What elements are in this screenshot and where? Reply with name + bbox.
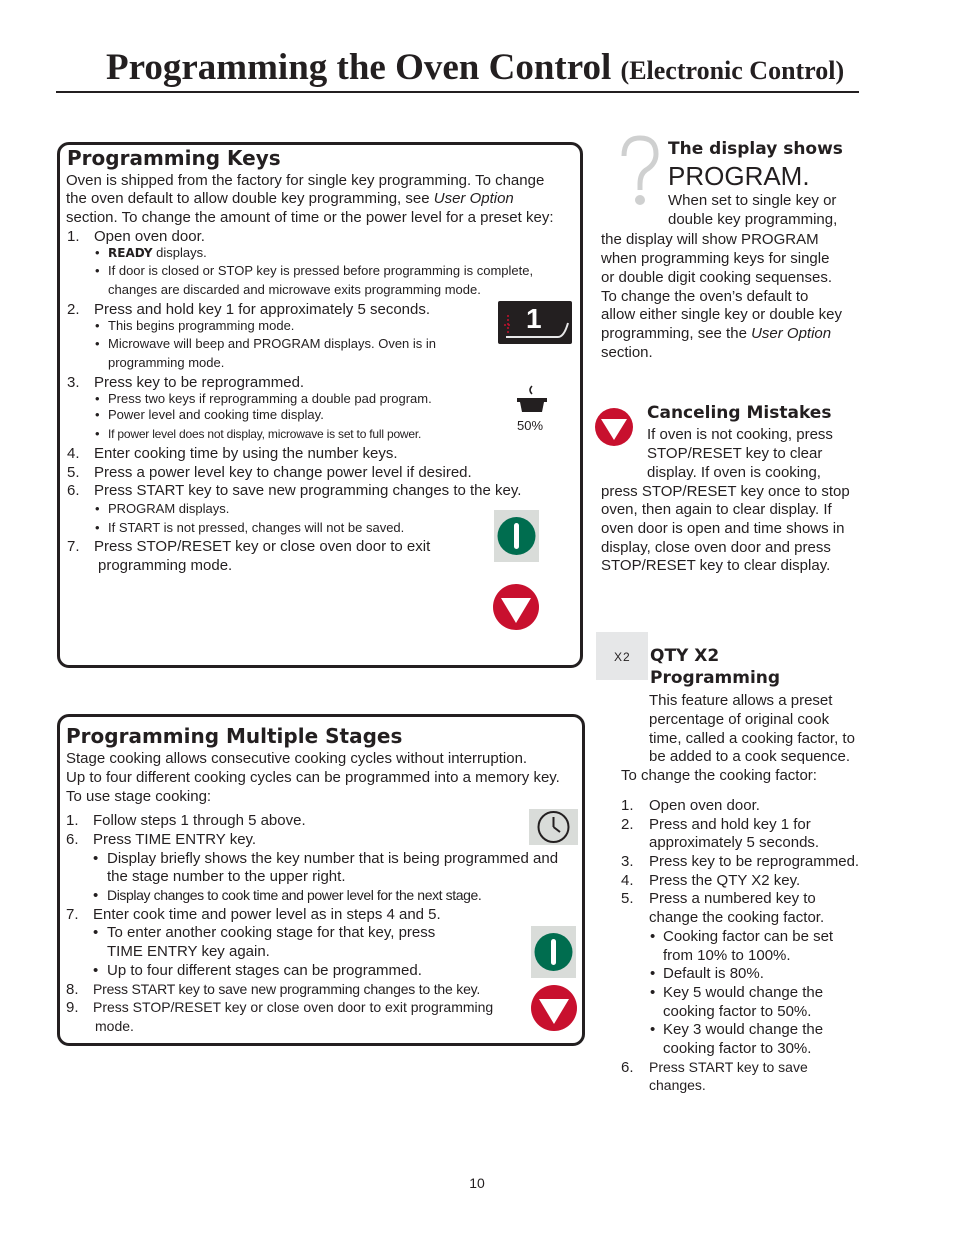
display-shows-heading: The display shows (668, 139, 843, 159)
qty-heading-2: Programming (650, 668, 781, 688)
start-key-icon-stage (531, 926, 576, 978)
lcd-digit: 1 (526, 303, 542, 334)
pk-intro-1: Oven is shipped from the factory for single key programming. To change (66, 172, 545, 189)
qty-step-2b: approximately 5 seconds. (649, 834, 820, 851)
pk-step-5: Press a power level key to change power level if desired. (94, 464, 472, 481)
lcd-display-icon (498, 301, 572, 344)
title-rule (56, 91, 859, 93)
power-level-label: 50% (517, 418, 544, 433)
page-number: 10 (469, 1175, 485, 1191)
ms-step-7-bullet-2: Up to four different stages can be programmed. (107, 962, 422, 979)
qty-step-4: Press the QTY X2 key. (649, 872, 801, 889)
pk-step-1: Open oven door. (94, 228, 205, 245)
canceling-mistakes-heading: Canceling Mistakes (647, 403, 832, 423)
pk-step-3-bullet-2: Power level and cooking time display. (108, 407, 324, 422)
pk-step-4: Enter cooking time by using the number keys. (94, 445, 398, 462)
pk-step-1-bullet-2a: If door is closed or STOP key is pressed before programming is complete, (108, 263, 534, 278)
pk-step-2-bullet-2a: Microwave will beep and PROGRAM displays. Oven is in (108, 336, 437, 351)
pk-step-6-bullet-2: If START is not pressed, changes will not be saved. (108, 520, 405, 535)
program-display-word: PROGRAM. (668, 161, 810, 191)
ms-step-6-bullet-1a: Display briefly shows the key number that is being programmed and (107, 850, 559, 867)
pk-step-1-bullet-1: READY displays. (108, 245, 207, 260)
ms-step-6: Press TIME ENTRY key. (93, 831, 257, 848)
ms-step-9b: mode. (95, 1018, 134, 1034)
qty-step-5a: Press a numbered key to (649, 890, 816, 907)
pk-intro-3: section. To change the amount of time or the power level for a preset key: (66, 209, 554, 226)
power-level-icon (512, 384, 552, 434)
pk-step-7a: Press STOP/RESET key or close oven door to exit (94, 538, 431, 555)
qty-step-1: Open oven door. (649, 797, 760, 814)
title-main: Programming the Oven Control (106, 47, 612, 88)
stop-reset-key-icon-cancel (594, 407, 634, 447)
ms-step-7-bullet-1b: TIME ENTRY key again. (107, 943, 270, 960)
pk-step-3: Press key to be reprogrammed. (94, 374, 305, 391)
stop-reset-key-icon (492, 583, 540, 631)
ms-step-8: Press START key to save new programming changes to the key. (93, 981, 481, 997)
ms-step-7: Enter cook time and power level as in steps 4 and 5. (93, 906, 441, 923)
qty-step-6b: changes. (649, 1077, 706, 1093)
qty-step-2a: Press and hold key 1 for (649, 816, 811, 833)
ms-step-6-bullet-2: Display changes to cook time and power level for the next stage. (107, 887, 482, 903)
ms-intro-2: Up to four different cooking cycles can be programmed into a memory key. (66, 769, 560, 786)
page-title (106, 46, 844, 89)
qty-change-intro: To change the cooking factor: (621, 767, 817, 784)
pk-step-2-bullet-1: This begins programming mode. (108, 318, 295, 333)
ms-step-1: Follow steps 1 through 5 above. (93, 812, 306, 829)
start-key-icon (494, 510, 539, 562)
ms-step-7-bullet-1a: To enter another cooking stage for that key, press (107, 924, 436, 941)
title-sub: (Electronic Control) (620, 56, 845, 85)
ms-step-9a: Press STOP/RESET key or close oven door to exit programming (93, 999, 494, 1015)
pk-step-2-bullet-2b: programming mode. (108, 355, 225, 370)
pk-step-1-bullet-2b: changes are discarded and microwave exits programming mode. (108, 282, 481, 297)
qty-key-label: X2 (614, 650, 631, 664)
question-mark-icon (616, 132, 664, 212)
qty-step-5b: change the cooking factor. (649, 909, 825, 926)
programming-keys-heading: Programming Keys (67, 146, 281, 170)
qty-step-3: Press key to be reprogrammed. (649, 853, 860, 870)
stop-reset-key-icon-stage (530, 984, 578, 1032)
pk-step-2: Press and hold key 1 for approximately 5 seconds. (94, 301, 431, 318)
ms-step-6-bullet-1b: the stage number to the upper right. (107, 868, 346, 885)
ms-intro-1: Stage cooking allows consecutive cooking cycles without interruption. (66, 750, 528, 767)
pk-step-3-bullet-3: If power level does not display, microwave is set to full power. (108, 427, 422, 441)
pk-intro-2: the oven default to allow double key programming, see User Option (66, 190, 514, 207)
qty-x2-key-icon (596, 632, 648, 680)
qty-step-6a: Press START key to save (649, 1059, 808, 1075)
pk-step-6: Press START key to save new programming changes to the key. (94, 482, 522, 499)
qty-heading-1: QTY X2 (650, 646, 720, 666)
pk-step-3-bullet-1: Press two keys if reprogramming a double pad program. (108, 391, 432, 406)
ms-intro-3: To use stage cooking: (66, 788, 212, 805)
time-entry-key-icon (529, 809, 578, 845)
pk-step-7b: programming mode. (98, 557, 233, 574)
pk-step-6-bullet-1: PROGRAM displays. (108, 501, 230, 516)
multiple-stages-heading: Programming Multiple Stages (66, 724, 403, 748)
